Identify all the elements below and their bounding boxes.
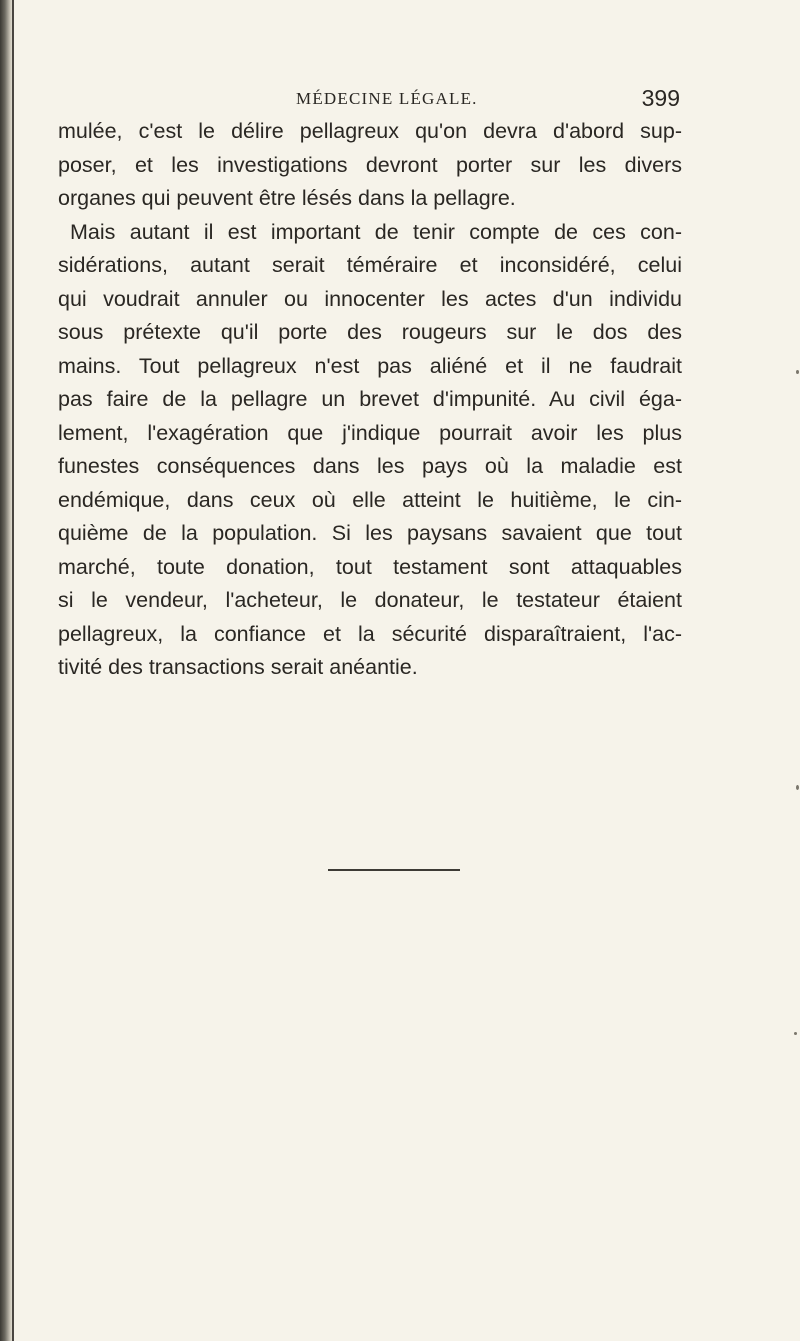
text-line: quième de la population. Si les paysans savaient que tout <box>58 521 682 545</box>
paper-speck <box>796 785 799 790</box>
text-line: si le vendeur, l'acheteur, le donateur, le testateur étaient <box>58 588 682 612</box>
text-line: sous prétexte qu'il porte des rougeurs sur le dos des <box>58 320 682 344</box>
paper-speck <box>794 1032 797 1035</box>
page-number: 399 <box>641 85 680 111</box>
text-line: lement, l'exagération que j'indique pourrait avoir les plus <box>58 420 682 445</box>
text-line: endémique, dans ceux où elle atteint le huitième, le cin- <box>58 487 682 512</box>
text-line: sidérations, autant serait téméraire et inconsidéré, celui <box>58 253 682 277</box>
page-header <box>58 85 680 115</box>
page-binding-edge <box>12 0 14 1341</box>
text-line: pas faire de la pellagre un brevet d'impunité. Au civil éga- <box>58 387 682 411</box>
running-title: MÉDECINE LÉGALE. <box>296 89 478 108</box>
paper-speck <box>796 370 799 374</box>
text-line: qui voudrait annuler ou innocenter les actes d'un individu <box>58 286 682 311</box>
text-line: mulée, c'est le délire pellagreux qu'on devra d'abord sup- <box>58 119 682 143</box>
footnote-rule <box>328 869 460 871</box>
text-line: poser, et les investigations devront porter sur les divers <box>58 152 682 177</box>
text-line: organes qui peuvent être lésés dans la pellagre. <box>58 186 516 210</box>
body-text <box>58 115 682 685</box>
text-line: mains. Tout pellagreux n'est pas aliéné et il ne faudrait <box>58 353 682 378</box>
text-line: marché, toute donation, tout testament sont attaquables <box>58 554 682 579</box>
text-line: Mais autant il est important de tenir compte de ces con- <box>70 219 682 244</box>
text-line: pellagreux, la confiance et la sécurité disparaîtraient, l'ac- <box>58 621 682 646</box>
text-line: funestes conséquences dans les pays où la maladie est <box>58 454 682 478</box>
text-line: tivité des transactions serait anéantie. <box>58 655 418 679</box>
